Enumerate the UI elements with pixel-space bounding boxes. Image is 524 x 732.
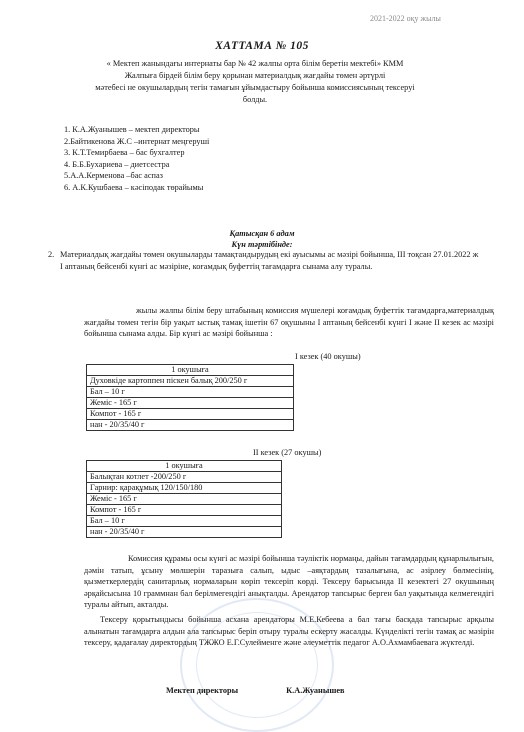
member-item: 4. Б.Б.Бухариева – диетсестра: [64, 159, 170, 169]
table-row: нан - 20/35/40 г: [87, 420, 294, 431]
shift2-label: II кезек (27 окушы): [253, 448, 322, 457]
agenda-item: [48, 249, 480, 273]
shift1-label: I кезек (40 окушы): [295, 352, 361, 361]
member-item: 1. К.А.Жуанышев – мектеп директоры: [64, 125, 200, 134]
table-row: Компот - 165 г: [87, 409, 294, 420]
table-row: нан - 20/35/40 г: [87, 527, 282, 538]
findings-paragraph-text: Комиссия құрамы осы күнгі ас мәзірі бойынша тәуліктік нормаңы, дайын тағамдардың құнарлылығын, дәмін татып, ұсыну мөлшерін таразыға салып, ыдыс –аяқтардың тазалығына, ас әзірлеу бөлмесінің, қызметкерлердің санитарлық нормаларын көріп тексеріп көрді. Тексеру барысында II кезектегі 27 окушының әрқайсысына 10 граммнан бал берілмегендігі анықталды. Арендатор тапсырыс берген бал уақытында келмегендігі туралы айтып, акталды.: [84, 554, 494, 610]
shift2-menu-table: [86, 460, 282, 538]
inspection-paragraph-text: жылы жалпы білім беру штабының комиссия мүшелері коғамдық буфеттік тағамдарға,материалдық жағдайы төмен тегін бір уақыт ыстық тамақ ішетін 67 оқушыны I аптаның бейсенбі күнгі I және II кезек ас мәзірі бойынша сынама алды. Бір күнгі ас мәзірі бойынша :: [84, 306, 494, 339]
agenda-heading: Күн тәртібінде:: [231, 240, 293, 249]
shift1-menu-table: [86, 364, 294, 431]
intro-line: болды.: [242, 95, 268, 104]
attendance-block: [0, 228, 524, 250]
member-item: 5.А.А.Керменова –бас аспаз: [64, 171, 163, 181]
intro-line: « Мектеп жанындағы интернаты бар № 42 жалпы орта білім беретін мектебі» КММ: [106, 59, 404, 68]
intro-block: [20, 58, 490, 106]
table-row: Жеміс - 165 г: [87, 398, 294, 409]
academic-year-note: 2021-2022 оқу жылы: [370, 14, 441, 23]
agenda-item-number: 2.: [48, 250, 55, 259]
inspection-paragraph: [84, 305, 494, 340]
conclusion-paragraph-text: Тексеру қорытындысы бойынша асхана арендаторы М.Е.Кебеева а бал тағы басқада тапсырыс арқылы алынатын тағамдарға алдын ала тапсырыс беріп отыру туралы ескерту жасалды. Күнделікті тегін тамақ ас мәзірін тексеру, қадағалау директордың ТЖЖО Е.Г.Сулейменге және әлеуметтік педагог А.О.Ахмамбаевага жүктелді.: [84, 615, 494, 648]
conclusion-paragraph: [84, 614, 494, 649]
document-title: ХАТТАМА № 105: [215, 40, 309, 52]
table-row: Жеміс - 165 г: [87, 494, 282, 505]
attendance-count: Қатысқан 6 адам: [229, 229, 295, 238]
member-item: 2.Байтикенова Ж.С –интернат меңгерушi: [64, 136, 210, 146]
table-header-cell: 1 окушыға: [87, 365, 294, 376]
signature-name: К.А.Жуанышев: [286, 686, 345, 695]
findings-paragraph: [84, 553, 494, 611]
table-row: Бал – 10 г: [87, 516, 282, 527]
member-item: 3. К.Т.Темирбаева – бас бухгалтер: [64, 148, 185, 158]
table-row: Балықтан котлет -200/250 г: [87, 472, 282, 483]
intro-line: мәтебесі не окушылардың тегін тамағын ұйымдастыру бойынша комиссиясының тексеруі: [95, 83, 415, 92]
intro-line: Жалпыға бірдей білім беру қорынан материалдық жағдайы төмен әртүрлі: [124, 71, 386, 80]
agenda-item-text: Материалдық жағдайы төмен окушыларды тамақтандырудың екі ауысымы ас мәзірі бойынша, III тоқсан 27.01.2022 ж I аптаның бейсенбі күнгі ас мәзіріне, коғамдық буфеттің тағамдарға сынама алу туралы.: [60, 250, 479, 271]
signature-line: [166, 686, 344, 695]
signature-role: Мектеп директоры: [166, 686, 239, 695]
table-row: Бал – 10 г: [87, 387, 294, 398]
table-header-cell: 1 окушыға: [87, 461, 282, 472]
table-row: Компот - 165 г: [87, 505, 282, 516]
member-item: 6. А.К.Кушбаева – кәсіподак төрайымы: [64, 182, 204, 192]
commission-members-list: [64, 124, 209, 194]
table-row: Духовкіде картоппен піскен балық 200/250 г: [87, 376, 294, 387]
table-row: Гарнир: қарақұмық 120/150/180: [87, 483, 282, 494]
